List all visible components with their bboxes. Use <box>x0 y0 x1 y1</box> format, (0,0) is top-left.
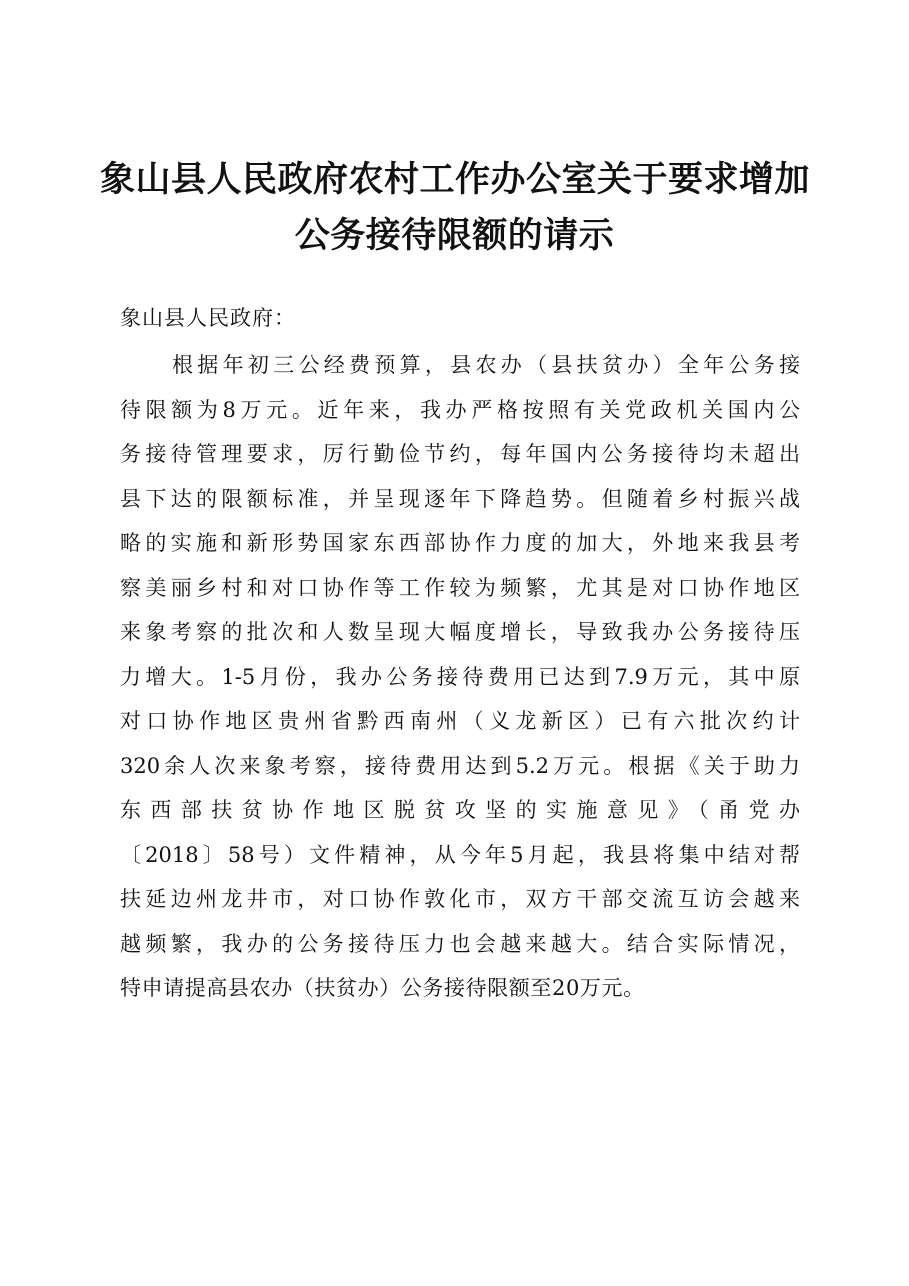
body-line: 力增大。1-5月份，我办公务接待费用已达到7.9万元，其中原 <box>120 664 800 689</box>
body-line: 待限额为8万元。近年来，我办严格按照有关党政机关国内公 <box>120 397 800 422</box>
title-line-1: 象山县人民政府农村工作办公室关于要求增加 <box>100 159 811 200</box>
body-line: 320余人次来象考察，接待费用达到5.2万元。根据《关于助力 <box>120 753 800 778</box>
title-line-2: 公务接待限额的请示 <box>294 215 615 256</box>
body-line: 〔2018〕58号）文件精神，从今年5月起，我县将集中结对帮 <box>120 842 800 867</box>
document-title <box>100 152 809 264</box>
body-line: 县下达的限额标准，并呈现逐年下降趋势。但随着乡村振兴战 <box>120 486 800 511</box>
body-line: 略的实施和新形势国家东西部协作力度的加大，外地来我县考 <box>120 531 800 555</box>
salutation: 象山县人民政府： <box>120 306 296 330</box>
body-line: 东西部扶贫协作地区脱贫攻坚的实施意见》（甬党办 <box>120 798 800 822</box>
body-line: 务接待管理要求，厉行勤俭节约，每年国内公务接待均未超出 <box>120 442 800 466</box>
body-line: 来象考察的批次和人数呈现大幅度增长，导致我办公务接待压 <box>120 620 800 644</box>
body-line: 特申请提高县农办（扶贫办）公务接待限额至20万元。 <box>120 976 645 1000</box>
body-line: 根据年初三公经费预算，县农办（县扶贫办）全年公务接 <box>172 353 800 377</box>
body-line: 越频繁，我办的公务接待压力也会越来越大。结合实际情况， <box>120 931 800 956</box>
body-paragraph <box>120 343 800 1011</box>
body-line: 察美丽乡村和对口协作等工作较为频繁，尤其是对口协作地区 <box>120 575 800 600</box>
body-line: 对口协作地区贵州省黔西南州（义龙新区）已有六批次约计 <box>120 709 800 733</box>
body-line: 扶延边州龙井市，对口协作敦化市，双方干部交流互访会越来 <box>120 887 800 911</box>
